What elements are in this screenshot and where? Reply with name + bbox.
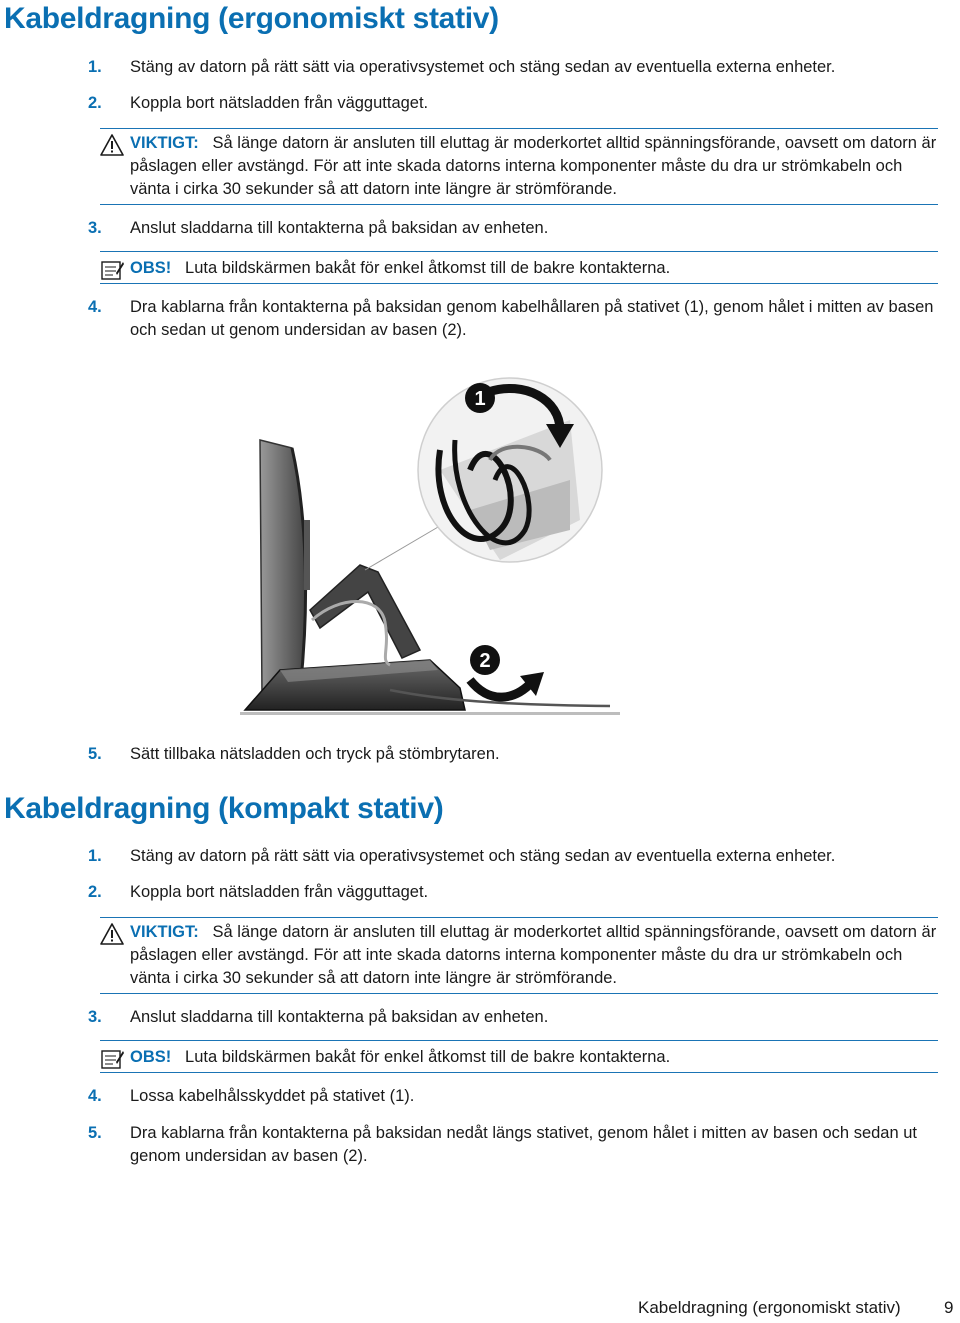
important-label: VIKTIGT: bbox=[130, 134, 199, 152]
note-bottom-rule bbox=[100, 1072, 938, 1073]
step-text: Stäng av datorn på rätt sätt via operativsystemet och stäng sedan av eventuella externa enheter. bbox=[130, 847, 836, 865]
note-top-rule bbox=[100, 1040, 938, 1041]
note-icon bbox=[100, 259, 124, 281]
section-title-compact: Kabeldragning (kompakt stativ) bbox=[4, 792, 444, 825]
obs-note bbox=[100, 257, 940, 280]
note-bottom-rule bbox=[100, 283, 938, 284]
footer-section-title: Kabeldragning (ergonomiskt stativ) bbox=[638, 1298, 901, 1317]
step-5 bbox=[88, 743, 948, 766]
callout-1: 1 bbox=[474, 388, 486, 410]
step-number: 4. bbox=[88, 298, 102, 316]
important-top-rule bbox=[100, 917, 938, 918]
step-text: Dra kablarna från kontakterna på baksidan nedåt längs stativet, genom hålet i mitten av basen och sedan ut genom undersidan av basen (2). bbox=[130, 1124, 917, 1165]
monitor-vents bbox=[304, 520, 310, 590]
obs-note bbox=[100, 1046, 940, 1069]
step-number: 5. bbox=[88, 1124, 102, 1142]
step-1 bbox=[88, 56, 948, 79]
step-text: Stäng av datorn på rätt sätt via operativsystemet och stäng sedan av eventuella externa enheter. bbox=[130, 58, 836, 76]
floor-line bbox=[240, 712, 620, 715]
note-icon bbox=[100, 1048, 124, 1070]
important-top-rule bbox=[100, 128, 938, 129]
important-text: Så länge datorn är ansluten till eluttag är moderkortet alltid spänningsförande, oavsett om datorn är påslagen eller avstängd. För att inte skada datorns interna komponenter måste du dra ur strömkabeln och vänta i cirka 30 sekunder så att datorn inte längre är strömförande. bbox=[130, 923, 937, 987]
page-number: 9 bbox=[944, 1298, 954, 1317]
important-text: Så länge datorn är ansluten till eluttag är moderkortet alltid spänningsförande, oavsett om datorn är påslagen eller avstängd. För att inte skada datorns interna komponenter måste du dra ur strömkabeln och vänta i cirka 30 sekunder så att datorn inte längre är strömförande. bbox=[130, 134, 937, 198]
step-2 bbox=[88, 92, 948, 115]
step-2 bbox=[88, 881, 948, 904]
step-number: 2. bbox=[88, 883, 102, 901]
important-notice bbox=[100, 132, 940, 201]
important-bottom-rule bbox=[100, 993, 938, 994]
step-number: 3. bbox=[88, 1008, 102, 1026]
cable-routing-illustration bbox=[240, 360, 620, 720]
step-text: Koppla bort nätsladden från vägguttaget. bbox=[130, 883, 429, 901]
step-5 bbox=[88, 1122, 948, 1168]
note-text: Luta bildskärmen bakåt för enkel åtkomst till de bakre kontakterna. bbox=[185, 259, 671, 277]
note-label: OBS! bbox=[130, 259, 172, 277]
step-text: Dra kablarna från kontakterna på baksidan genom kabelhållaren på stativet (1), genom hålet i mitten av basen och sedan ut genom undersidan av basen (2). bbox=[130, 298, 934, 339]
important-body bbox=[100, 921, 940, 990]
step-1 bbox=[88, 845, 948, 868]
step-text: Lossa kabelhålsskyddet på stativet (1). bbox=[130, 1087, 415, 1105]
step-4 bbox=[88, 296, 948, 342]
important-bottom-rule bbox=[100, 204, 938, 205]
step-number: 3. bbox=[88, 219, 102, 237]
step-number: 1. bbox=[88, 847, 102, 865]
note-body bbox=[100, 257, 940, 280]
important-body bbox=[100, 132, 940, 201]
step-text: Anslut sladdarna till kontakterna på baksidan av enheten. bbox=[130, 1008, 549, 1026]
note-body bbox=[100, 1046, 940, 1069]
note-text: Luta bildskärmen bakåt för enkel åtkomst till de bakre kontakterna. bbox=[185, 1048, 671, 1066]
note-top-rule bbox=[100, 251, 938, 252]
step-number: 1. bbox=[88, 58, 102, 76]
step-number: 5. bbox=[88, 745, 102, 763]
step-3 bbox=[88, 217, 948, 240]
stand-arm bbox=[310, 565, 420, 658]
note-label: OBS! bbox=[130, 1048, 172, 1066]
step-number: 4. bbox=[88, 1087, 102, 1105]
important-notice bbox=[100, 921, 940, 990]
important-label: VIKTIGT: bbox=[130, 923, 199, 941]
step-number: 2. bbox=[88, 94, 102, 112]
section-title-ergonomic: Kabeldragning (ergonomiskt stativ) bbox=[4, 2, 499, 35]
warning-icon bbox=[100, 134, 124, 156]
step-4 bbox=[88, 1085, 948, 1108]
step-text: Koppla bort nätsladden från vägguttaget. bbox=[130, 94, 429, 112]
step-text: Anslut sladdarna till kontakterna på baksidan av enheten. bbox=[130, 219, 549, 237]
callout-2: 2 bbox=[479, 650, 491, 672]
step-3 bbox=[88, 1006, 948, 1029]
warning-icon bbox=[100, 923, 124, 945]
step-text: Sätt tillbaka nätsladden och tryck på stömbrytaren. bbox=[130, 745, 500, 763]
